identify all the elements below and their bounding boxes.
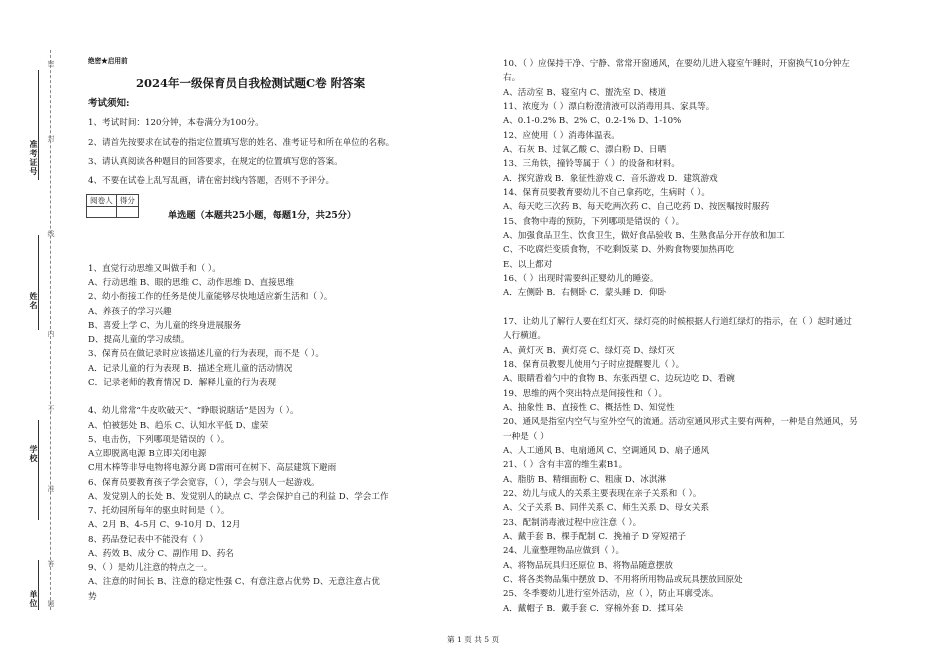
question-line: 16、（ ）出现时需要纠正婴幼儿的睡姿。 xyxy=(503,274,659,284)
question-line: C．记录老师的教育情况 D．解释儿童的行为表现 xyxy=(88,378,277,388)
question-line: A、抽象性 B、直接性 C、概括性 D、知觉性 xyxy=(503,403,675,413)
question-line: 8、药品登记表中不能没有（ ） xyxy=(88,535,208,545)
question-line: 13、三角铁，撞铃等属于（ ）的设备和材料。 xyxy=(503,159,680,169)
question-line: A、发觉别人的长处 B、发觉别人的缺点 C、学会保护自己的利益 D、学会工作 xyxy=(88,492,389,502)
score-cell: 得分 xyxy=(116,195,138,207)
seal-char: 密 xyxy=(47,60,55,67)
question-line: A、父子关系 B、同伴关系 C、师生关系 D、母女关系 xyxy=(503,503,710,513)
question-line: A、注意的时间长 B、注意的稳定性强 C、有意注意占优势 D、无意注意占优 xyxy=(88,577,380,587)
seal-char: 内 xyxy=(47,330,55,337)
question-line: 一种是（ ） xyxy=(503,432,549,442)
question-line: A、怕被惩处 B、趋乐 C、认知水平低 D、虚荣 xyxy=(88,421,269,431)
question-line: 22、幼儿与成人的关系主要表现在亲子关系和（ ）。 xyxy=(503,489,702,499)
question-line: A、石灰 B、过氧乙酸 C、漂白粉 D、日晒 xyxy=(503,145,667,155)
question-line: A、眼睛看着勺中的食物 B、东张西望 C、边玩边吃 D、看碗 xyxy=(503,374,735,384)
question-line: C用木棒等非导电物将电源分离 D雷雨可在树下、高层建筑下避雨 xyxy=(88,463,337,473)
question-line: A、药效 B、成分 C、副作用 D、药名 xyxy=(88,549,234,559)
question-line: A、人工通风 B、电扇通风 C、空调通风 D、扇子通风 xyxy=(503,446,710,456)
question-line: A、0.1-0.2% B、2% C、0.2-1% D、1-10% xyxy=(503,116,682,126)
question-line: 6、保育员要教育孩子学会宽容，（ ），学会与别人一起游戏。 xyxy=(88,478,320,488)
question-line: A、养孩子的学习兴趣 xyxy=(88,307,172,317)
question-line: 7、托幼园所每年的驱虫时间是（ ）。 xyxy=(88,506,230,516)
instruction-item: 1、考试时间：120分钟，本卷满分为100分。 xyxy=(88,118,264,128)
section-title: 单选题（本题共25小题，每题1分，共25分） xyxy=(168,210,357,221)
question-line: 17、让幼儿了解行人要在红灯灭、绿灯亮的时候根据人行道红绿灯的指示，在（ ）起时通过 xyxy=(503,317,852,327)
seal-char: 题 xyxy=(47,600,55,607)
question-line: 25、冬季婴幼儿进行室外活动，应（ ），防止耳廓受冻。 xyxy=(503,589,719,599)
question-line: A、加强食品卫生、饮食卫生，做好食品验收 B、生熟食品分开存放和加工 xyxy=(503,231,785,241)
question-line: A、行动思维 B、眼的思维 C、动作思维 D、直接思维 xyxy=(88,278,295,288)
question-line: B、喜爱上学 C、为儿童的终身进展服务 xyxy=(88,321,242,331)
score-table xyxy=(86,194,139,218)
question-line: 1、直觉行动思维又叫做手和（ ）。 xyxy=(88,264,221,274)
question-line: 15、食物中毒的预防，下列哪项是错误的（ ）。 xyxy=(503,217,685,227)
question-line: A、每天吃三次药 B、每天吃两次药 C、自己吃药 D、按医嘱按时服药 xyxy=(503,202,770,212)
reviewer-cell: 阅卷人 xyxy=(87,195,117,207)
question-line: 右。 xyxy=(503,73,521,83)
question-line: 11、浓度为（ ）漂白粉澄清液可以消毒用具、家具等。 xyxy=(503,102,715,112)
seal-char: 线 xyxy=(47,230,55,237)
question-line: 5、电击伤，下列哪项是错误的（ ）。 xyxy=(88,435,230,445)
question-line: A．探究游戏 B．象征性游戏 C．音乐游戏 D．建筑游戏 xyxy=(503,174,718,184)
question-line: 20、通风是指室内空气与室外空气的流通。活动室通风形式主要有两种，一种是自然通风，另 xyxy=(503,417,858,427)
question-line: 19、思维的两个突出特点是间接性和（ ）。 xyxy=(503,389,668,399)
instruction-item: 4、不要在试卷上乱写乱画，请在密封线内答题，否则不予评分。 xyxy=(88,176,335,186)
question-line: A、戴手套 B、棵手配制 C．挽袖子 D 穿短裙子 xyxy=(503,532,687,542)
question-line: A、活动室 B、寝室内 C、盥洗室 D、楼道 xyxy=(503,88,667,98)
instruction-item: 2、请首先按要求在试卷的指定位置填写您的姓名、准考证号和所在单位的名称。 xyxy=(88,138,395,148)
name-label: 姓名 xyxy=(29,292,39,310)
question-line: 4、幼儿常常“牛皮吹破天”、“睁眼说瞎话”是因为（ ）。 xyxy=(88,406,299,416)
instructions-heading: 考试须知: xyxy=(88,98,130,109)
question-line: A．记录儿童的行为表现 B．描述全班儿童的活动情况 xyxy=(88,364,293,374)
instruction-item: 3、请认真阅读各种题目的回答要求，在规定的位置填写您的答案。 xyxy=(88,157,343,167)
confidential-mark: 绝密★启用前 xyxy=(88,57,128,65)
field-underline xyxy=(38,235,39,330)
question-line: 24、儿童整理物品应做到（ ）。 xyxy=(503,546,625,556)
question-line: 2、幼小衔接工作的任务是使儿童能够尽快地适应新生活和（ ）。 xyxy=(88,292,333,302)
question-line: D、提高儿童的学习成绩。 xyxy=(88,335,190,345)
seal-char: 不 xyxy=(47,405,55,412)
score-input[interactable] xyxy=(116,207,138,218)
unit-label: 单位 xyxy=(29,590,39,608)
question-line: 18、保育员教婴儿使用勺子时应提醒婴儿（ ）。 xyxy=(503,360,685,370)
page-footer: 第 1 页 共 5 页 xyxy=(447,635,500,644)
question-line: E、以上都对 xyxy=(503,260,553,270)
exam-number-label: 准考证号 xyxy=(29,140,39,176)
question-line: 12、应使用（ ）消毒体温表。 xyxy=(503,131,620,141)
page-title: 2024年一级保育员自我检测试题C卷 附答案 xyxy=(136,76,366,90)
question-line: A立即脱离电源 B立即关闭电源 xyxy=(88,449,207,459)
question-line: 14、保育员要教育要幼儿不自己拿药吃，生病时（ ）。 xyxy=(503,188,711,198)
seal-char: 准 xyxy=(47,485,55,492)
question-line: 势 xyxy=(88,592,97,602)
reviewer-input[interactable] xyxy=(87,207,117,218)
question-line: A．左侧卧 B．右侧卧 C．蒙头睡 D．仰卧 xyxy=(503,288,667,298)
question-line: A．戴帽子 B．戴手套 C．穿棉外套 D．揉耳朵 xyxy=(503,604,684,614)
question-line: 3、保育员在做记录时应该描述儿童的行为表现，而不是（ ）。 xyxy=(88,349,324,359)
question-line: 10、（ ）应保持干净、宁静、常常开窗通风，在要幼儿进入寝室午睡时，开窗换气10分钟左 xyxy=(503,59,850,69)
question-line: 21、（ ）含有丰富的维生素B1。 xyxy=(503,460,628,470)
field-underline xyxy=(38,420,39,520)
question-line: A、将物品玩具归还原位 B、将物品随意摆放 xyxy=(503,561,673,571)
question-line: C、不吃腐烂变质食物，不吃剩饭菜 D、外购食物要加热再吃 xyxy=(503,245,735,255)
school-label: 学校 xyxy=(29,445,39,463)
question-line: 23、配制消毒液过程中应注意（ ）。 xyxy=(503,518,642,528)
seal-char: 答 xyxy=(47,560,55,567)
question-line: A、黄灯灭 B、黄灯亮 C、绿灯亮 D、绿灯灭 xyxy=(503,346,675,356)
question-line: A、2月 B、4-5月 C、9-10月 D、12月 xyxy=(88,520,241,530)
question-line: 9、（ ）是幼儿注意的特点之一。 xyxy=(88,563,213,573)
question-line: 人行横道。 xyxy=(503,331,546,341)
question-line: A、脂肪 B、精细面粉 C、粗康 D、冰淇淋 xyxy=(503,475,667,485)
seal-char: 封 xyxy=(47,135,55,142)
question-line: C、将各类物品集中摆放 D、不用将所用物品或玩具摆放回原处 xyxy=(503,575,743,585)
